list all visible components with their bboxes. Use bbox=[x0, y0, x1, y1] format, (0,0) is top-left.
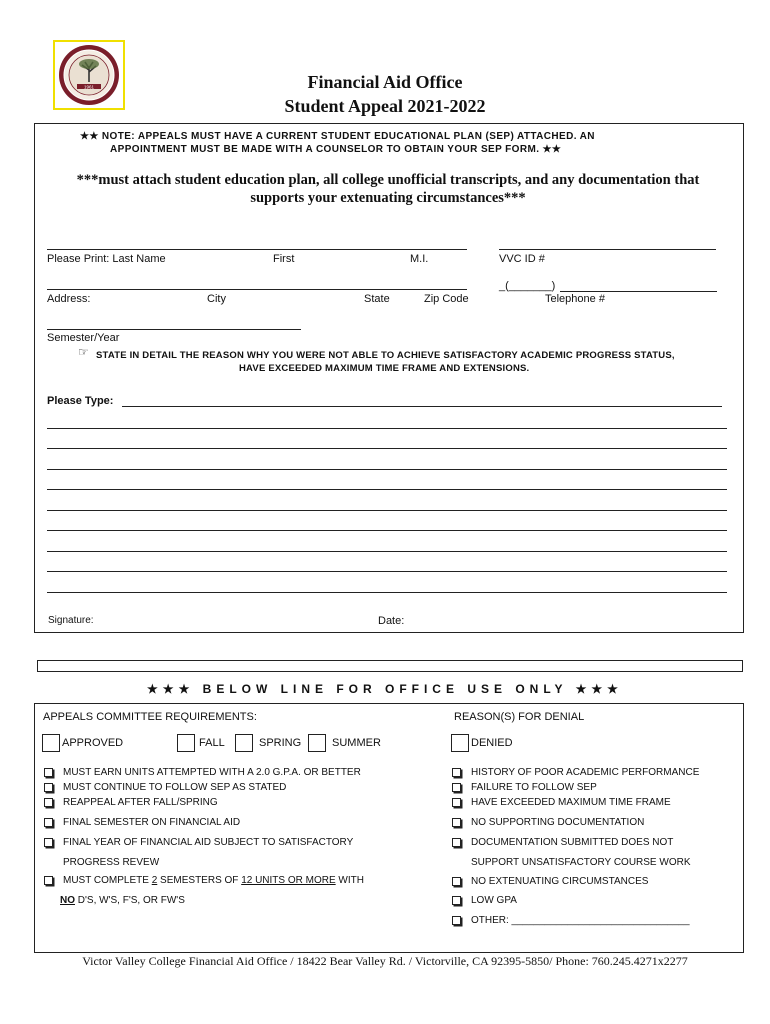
telephone-label: Telephone # bbox=[545, 293, 605, 305]
denial-poor-performance: HISTORY OF POOR ACADEMIC PERFORMANCE bbox=[471, 767, 700, 778]
denial-checkbox[interactable] bbox=[452, 877, 461, 886]
address-label: Address: bbox=[47, 293, 91, 305]
summer-checkbox[interactable] bbox=[308, 734, 326, 752]
explanation-line[interactable] bbox=[47, 551, 727, 552]
requirement-final-year-cont: PROGRESS REVEW bbox=[63, 857, 160, 868]
explanation-line[interactable] bbox=[47, 489, 727, 490]
instruction-line2: HAVE EXCEEDED MAXIMUM TIME FRAME AND EXTENSIONS. bbox=[239, 363, 530, 374]
instruction-text bbox=[96, 349, 675, 375]
denial-no-documentation: NO SUPPORTING DOCUMENTATION bbox=[471, 817, 645, 828]
fall-checkbox[interactable] bbox=[177, 734, 195, 752]
approved-label: APPROVED bbox=[62, 737, 124, 749]
middle-initial-label: M.I. bbox=[410, 253, 429, 265]
denial-checkbox[interactable] bbox=[452, 838, 461, 847]
explanation-line-0[interactable] bbox=[122, 406, 722, 407]
divider-bar bbox=[37, 660, 743, 672]
denial-no-extenuating: NO EXTENUATING CIRCUMSTANCES bbox=[471, 876, 649, 887]
sep-note-line1: ★★ NOTE: APPEALS MUST HAVE A CURRENT STUDENT EDUCATIONAL PLAN (SEP) ATTACHED. AN bbox=[80, 131, 595, 142]
vvc-id-label: VVC ID # bbox=[499, 253, 545, 265]
name-field-line[interactable] bbox=[47, 249, 467, 250]
semester-year-field-line[interactable] bbox=[47, 329, 301, 330]
office-title: Financial Aid Office bbox=[307, 72, 463, 92]
attach-notice bbox=[50, 171, 726, 207]
denial-checkbox[interactable] bbox=[452, 896, 461, 905]
denial-doc-not-support: DOCUMENTATION SUBMITTED DOES NOT bbox=[471, 837, 674, 848]
requirement-complete-semesters: MUST COMPLETE 2 SEMESTERS OF 12 UNITS OR MORE WITH bbox=[63, 875, 364, 886]
please-type-label: Please Type: bbox=[47, 395, 114, 407]
attach-notice-line2: supports your extenuating circumstances*** bbox=[250, 190, 526, 206]
denial-other: OTHER: ________________________________ bbox=[471, 915, 690, 926]
seal-year: 1961 bbox=[83, 84, 95, 90]
form-title: Student Appeal 2021-2022 bbox=[284, 96, 486, 116]
attach-notice-line1: ***must attach student education plan, all college unofficial transcripts, and any documentation that bbox=[76, 172, 700, 188]
spring-label: SPRING bbox=[259, 737, 302, 749]
requirement-checkbox[interactable] bbox=[44, 798, 53, 807]
requirement-gpa: MUST EARN UNITS ATTEMPTED WITH A 2.0 G.P.A. OR BETTER bbox=[63, 767, 361, 778]
sep-note-line2: APPOINTMENT MUST BE MADE WITH A COUNSELOR TO OBTAIN YOUR SEP FORM. ★★ bbox=[110, 144, 562, 155]
date-label: Date: bbox=[378, 615, 405, 627]
instruction-line1: STATE IN DETAIL THE REASON WHY YOU WERE NOT ABLE TO ACHIEVE SATISFACTORY ACADEMIC PROGRESS STATUS, bbox=[96, 350, 675, 361]
requirement-checkbox[interactable] bbox=[44, 838, 53, 847]
denial-checkbox[interactable] bbox=[452, 916, 461, 925]
explanation-line[interactable] bbox=[47, 469, 727, 470]
office-use-banner: ★★★ BELOW LINE FOR OFFICE USE ONLY ★★★ bbox=[147, 682, 623, 696]
requirement-final-year: FINAL YEAR OF FINANCIAL AID SUBJECT TO SATISFACTORY bbox=[63, 837, 354, 848]
denial-checkbox[interactable] bbox=[452, 768, 461, 777]
explanation-line[interactable] bbox=[47, 530, 727, 531]
footer-address: Victor Valley College Financial Aid Office / 18422 Bear Valley Rd. / Victorville, CA 92395-5850/ Phone: 760.245.4271x2277 bbox=[82, 954, 688, 968]
explanation-line[interactable] bbox=[47, 592, 727, 593]
denial-failure-sep: FAILURE TO FOLLOW SEP bbox=[471, 782, 597, 793]
state-label: State bbox=[364, 293, 390, 305]
sep-note bbox=[80, 130, 595, 156]
denial-low-gpa: LOW GPA bbox=[471, 895, 517, 906]
requirement-checkbox[interactable] bbox=[44, 783, 53, 792]
requirement-checkbox[interactable] bbox=[44, 876, 53, 885]
explanation-line[interactable] bbox=[47, 428, 727, 429]
denial-doc-not-support-cont: SUPPORT UNSATISFACTORY COURSE WORK bbox=[471, 857, 691, 868]
zip-code-label: Zip Code bbox=[424, 293, 469, 305]
fall-label: FALL bbox=[199, 737, 225, 749]
explanation-line[interactable] bbox=[47, 448, 727, 449]
summer-label: SUMMER bbox=[332, 737, 381, 749]
requirement-no-grades: NO D'S, W'S, F'S, OR FW'S bbox=[60, 895, 185, 906]
requirement-checkbox[interactable] bbox=[44, 768, 53, 777]
first-name-label: First bbox=[273, 253, 295, 265]
denial-checkbox[interactable] bbox=[452, 783, 461, 792]
vvc-id-field-line[interactable] bbox=[499, 249, 716, 250]
spring-checkbox[interactable] bbox=[235, 734, 253, 752]
explanation-line[interactable] bbox=[47, 510, 727, 511]
semester-year-label: Semester/Year bbox=[47, 332, 120, 344]
denied-label: DENIED bbox=[471, 737, 513, 749]
requirements-heading: APPEALS COMMITTEE REQUIREMENTS: bbox=[43, 711, 257, 723]
denial-checkbox[interactable] bbox=[452, 818, 461, 827]
denial-heading: REASON(S) FOR DENIAL bbox=[454, 711, 585, 723]
city-label: City bbox=[207, 293, 226, 305]
explanation-line[interactable] bbox=[47, 571, 727, 572]
requirement-final-semester: FINAL SEMESTER ON FINANCIAL AID bbox=[63, 817, 241, 828]
requirement-checkbox[interactable] bbox=[44, 818, 53, 827]
denial-checkbox[interactable] bbox=[452, 798, 461, 807]
requirement-reappeal: REAPPEAL AFTER FALL/SPRING bbox=[63, 797, 218, 808]
last-name-label: Please Print: Last Name bbox=[47, 253, 166, 265]
telephone-field-line[interactable] bbox=[560, 291, 717, 292]
requirement-follow-sep: MUST CONTINUE TO FOLLOW SEP AS STATED bbox=[63, 782, 287, 793]
pointing-hand-icon: ☞ bbox=[78, 345, 89, 359]
phone-area-code: _(_______) bbox=[499, 280, 556, 292]
denied-checkbox[interactable] bbox=[451, 734, 469, 752]
approved-checkbox[interactable] bbox=[42, 734, 60, 752]
denial-max-time: HAVE EXCEEDED MAXIMUM TIME FRAME bbox=[471, 797, 671, 808]
address-field-line[interactable] bbox=[47, 289, 467, 290]
signature-label: Signature: bbox=[48, 615, 94, 626]
